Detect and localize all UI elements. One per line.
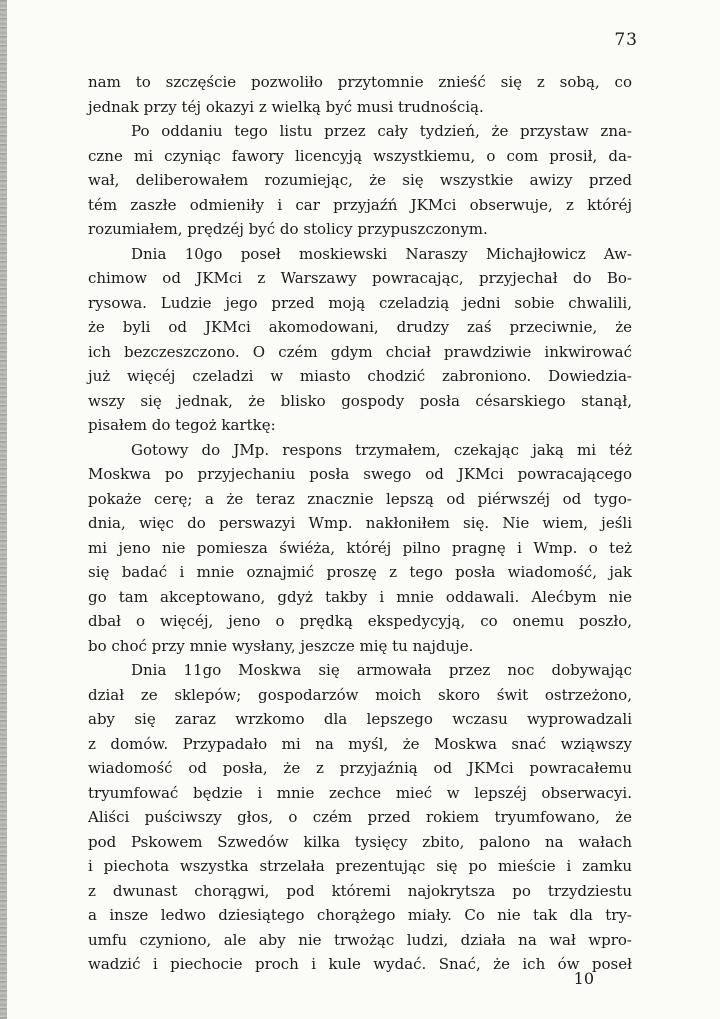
text-line: wadzić i piechocie proch i kule wydać. Snać, że ich ów poseł	[88, 955, 632, 973]
text-line: z domów. Przypadało mi na myśl, że Moskwa snać wziąwszy	[88, 734, 632, 753]
text-line: dział ze sklepów; gospodarzów moich skoro świt ostrzeżono,	[88, 685, 632, 704]
page-number: 73	[614, 30, 638, 50]
text-line: wiadomość od posła, że z przyjaźnią od JKMci powracałemu	[88, 759, 632, 777]
text-line: pod Pskowem Szwedów kilka tysięcy zbito, palono na wałach	[88, 832, 632, 851]
text-line: wał, deliberowałem rozumiejąc, że się wszystkie awizy przed	[88, 171, 632, 189]
text-line: z dwunast chorągwi, pod któremi najokrytsza po trzydziestu	[88, 881, 632, 900]
text-line: chimow od JKMci z Warszawy powracając, przyjechał do Bo-	[88, 269, 632, 287]
text-line: pisałem do tegoż kartkę:	[88, 416, 276, 434]
text-line: rysowa. Ludzie jego przed moją czeladzią jedni sobie chwalili,	[88, 293, 632, 312]
text-line: tryumfować będzie i mnie zechce mieć w lepszéj obserwacyi.	[88, 783, 632, 802]
text-line: że byli od JKMci akomodowani, drudzy zaś przeciwnie, że	[88, 318, 632, 336]
text-line: Aliści puściwszy głos, o czém przed rokiem tryumfowano, że	[88, 808, 632, 826]
text-line: mi jeno nie pomiesza świéża, któréj pilno pragnę i Wmp. o też	[88, 538, 632, 557]
text-line: Gotowy do JMp. respons trzymałem, czekając jaką mi téż	[131, 440, 632, 459]
text-line: pokaże cerę; a że teraz znacznie lepszą od piérwszéj od tygo-	[88, 489, 632, 508]
text-line: a insze ledwo dziesiątego chorążego miały. Co nie tak dla try-	[88, 906, 632, 924]
text-line: umfu czyniono, ale aby nie trwożąc ludzi, działa na wał wpro-	[88, 930, 632, 949]
text-line: Dnia 10go poseł moskiewski Naraszy Michajłowicz Aw-	[131, 244, 632, 263]
text-line: jednak przy téj okazyi z wielką być musi trudnością.	[88, 97, 484, 116]
text-line: ich bezczeszczono. O czém gdym chciał prawdziwie inkwirować	[88, 342, 632, 361]
text-line: Po oddaniu tego listu przez cały tydzień, że przystaw zna-	[131, 122, 632, 140]
text-line: już więcéj czeladzi w miasto chodzić zabroniono. Dowiedzia-	[88, 367, 632, 385]
page-edge-shadow	[0, 0, 7, 1019]
text-line: się badać i mnie oznajmić proszę z tego posła wiadomość, jak	[88, 563, 632, 581]
text-line: czne mi czyniąc fawory licencyją wszystkiemu, o com prosił, da-	[88, 146, 632, 165]
text-line: bo choć przy mnie wysłany, jeszcze mię tu najduje.	[88, 636, 474, 655]
text-line: i piechota wszystka strzelała prezentując się po mieście i zamku	[88, 857, 632, 875]
text-line: aby się zaraz wrzkomo dla lepszego wczasu wyprowadzali	[88, 710, 632, 728]
text-line: nam to szczęście pozwoliło przytomnie znieść się z sobą, co	[88, 73, 632, 91]
text-line: go tam akceptowano, gdyż takby i mnie oddawali. Alećbym nie	[88, 587, 632, 606]
text-line: Dnia 11go Moskwa się armowała przez noc dobywając	[131, 661, 632, 679]
signature-mark: 10	[573, 969, 594, 988]
body-text	[88, 70, 632, 977]
text-line: wszy się jednak, że blisko gospody posła césarskiego stanął,	[88, 391, 632, 410]
text-line: dbał o więcéj, jeno o prędką ekspedycyją, co onemu poszło,	[88, 612, 632, 630]
text-line: Moskwa po przyjechaniu posła swego od JKMci powracającego	[88, 465, 632, 483]
text-line: tém zaszłe odmieniły i car przyjaźń JKMci obserwuje, z któréj	[88, 195, 632, 214]
text-line: rozumiałem, prędzéj być do stolicy przypuszczonym.	[88, 220, 488, 238]
text-line: dnia, więc do perswazyi Wmp. nakłoniłem się. Nie wiem, jeśli	[88, 514, 632, 532]
